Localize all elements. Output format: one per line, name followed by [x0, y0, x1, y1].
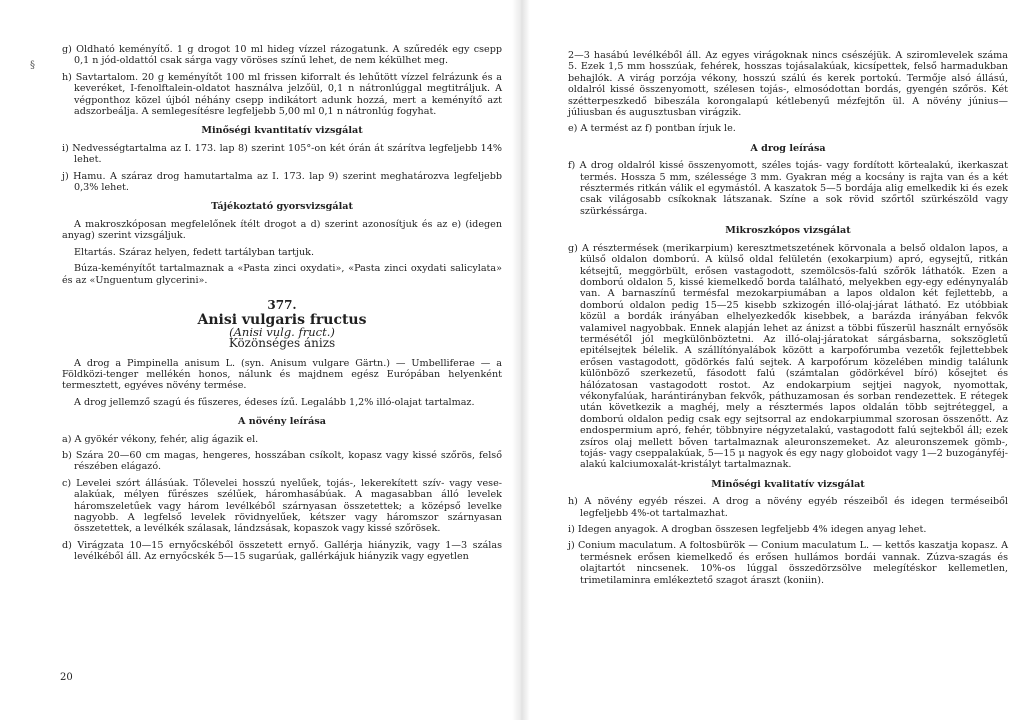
right-intro-paragraph: 2—3 hasábú levélkéből áll. Az egyes virágoknak nincs csészéjük. A sziromlevelek száma 5. Ezek 1,5 mm hosszúak, fehérek, hosszas tojásalakúak, kicsípettek, felső harmadukban behajlók. A virág porzója vékony, hosszú szálú és kerek portokú. Termője alsó állású, oldalról kissé összenyomott, szélesen tojás-, elmosódottan bordás, gyengén szőrös. Két szétterpeszkedő bibeszála korongalapú kétlebenyű mézfejtőn ül. A növény június—júliusban és augusztusban virágzik. [568, 50, 1008, 119]
item-j-right: j) Conium maculatum. A foltosbürök — Conium maculatum L. — kettős kaszatja kopasz. A termésnek erősen kiemelkedő és erősen hullámos bordái vannak. Zúzva-szagás és olajtartót nincsenek. 10%-os lúggal összedörzsölve melegítéskor kellemetlen, trimetilaminra emlékeztető szagot áraszt (koniin). [568, 540, 1008, 586]
heading-noveny: A növény leírása [237, 416, 326, 428]
tajek-paragraph-1: A makroszkóposan megfelelőnek ítélt drogot a d) szerint azonosítjuk és az e) (idegen anyag) szerint vizsgáljuk. [62, 218, 502, 242]
right-column [568, 50, 1008, 591]
article-title: Anisi vulgaris fructus [197, 312, 367, 329]
article-subtitle: (Anisi vulg. fruct.) [229, 324, 335, 339]
item-j: j) Hamu. A száraz drog hamutartalma az I. 173. lap 9) szerint meghatározva legfeljebb 0,3% lehet. [62, 170, 502, 194]
item-e: e) A termést az f) pontban írjuk le. [568, 123, 736, 135]
intro-paragraph-1: A drog a Pimpinella anisum L. (syn. Anisum vulgare Gärtn.) — Umbelliferae — a Földközi-tenger mellékén honos, nálunk és majdnem egész Európában helyenként termesztett, egyéves növény termése. [62, 357, 502, 392]
paragraph-h: h) Savtartalom. 20 g keményítőt 100 ml frissen kiforralt és lehűtött vízzel felrázunk és a keveréket, I-fenolftalein-oldatot használva jelzőül, 0,1 n nátronlúggal megtitráljuk. A végponthoz közel újból néhány csepp indikátort adunk hozzá, mert a keményítő azt adszorbeálja. A semlegesítésre legfeljebb 5,00 ml 0,1 n nátronlúg fogyhat. [62, 71, 502, 118]
paragraph-g: g) Oldható keményítő. 1 g drogot 10 ml hideg vízzel rázogatunk. A szűredék egy csepp 0,1 n jód-oldattól csak sárga vagy vöröses színű lehet, de nem kékülhet meg. [62, 44, 502, 67]
item-i: i) Nedvességtartalma az I. 173. lap 8) szerint 105°-on két órán át szárítva legfeljebb 14% lehet. [62, 142, 502, 166]
intro-paragraph-2: A drog jellemző szagú és fűszeres, édeses ízű. Legalább 1,2% illó-olajat tartalmaz. [74, 396, 475, 408]
heading-mikroszkopos: Mikroszkópos vizsgálat [725, 225, 851, 237]
item-h-right: h) A növény egyéb részei. A drog a növény egyéb részeiből és idegen terméseiből legfeljebb 4%-ot tartalmazhat. [568, 496, 1008, 519]
article-number: 377. [267, 297, 297, 312]
right-page [530, 0, 1024, 720]
heading-minosegi-kvalitativ: Minőségi kvalitatív vizsgálat [711, 478, 865, 490]
heading-drog-leirasa: A drog leírása [750, 142, 826, 154]
page-number: 20 [60, 672, 73, 683]
margin-mark: § [30, 60, 35, 71]
item-a: a) A gyökér vékony, fehér, alig ágazik el. [62, 433, 259, 445]
tajek-paragraph-3: Búza-keményítőt tartalmaznak a «Pasta zinci oxydati», «Pasta zinci oxydati salicylata» és az «Unguentum glycerini». [62, 263, 502, 286]
item-d: d) Virágzata 10—15 ernyőcskéből összetett ernyő. Gallérja hiányzik, vagy 1—3 szálas levélkéből áll. Az ernyőcskék 5—15 sugarúak, gallérkájuk hiányzik vagy egyetlen [62, 539, 502, 563]
item-i-right: i) Idegen anyagok. A drogban összesen legfeljebb 4% idegen anyag lehet. [568, 524, 927, 536]
left-column [62, 44, 502, 568]
heading-tajekoztato: Tájékoztató gyorsvizsgálat [211, 201, 353, 213]
item-g-micro: g) A résztermések (merikarpium) keresztmetszetének körvonala a belső oldalon lapos, a külső oldalon domború. A külső oldal felületén (exokarpium) apró, egysejtű, ritkán kétsejtű, meggörbült, erősen vastagodott, szemölcsös-falú szőrök láthatók. Ezen a domború oldalon 5, kissé kiemelkedő borda található, melyekben egy-egy edénynyaláb van. A barnaszínű termésfal mezokarpiumában a lapos oldalon két fejlettebb, a domború oldalon pedig 15—25 kisebb szkizogén illó-olaj-járat látható. Ez utóbbiak közül a bordák irányában elhelyezkedők kisebbek, a barázda irányában fekvők valamivel nagyobbak. Ennek alapján lehet az ánizst a többi fűszerül használt ernyősök termésétől jól megkülönböztetni. Az illó-olaj-járatokat sárgásbarna, sokszögletű epitélsejtek bélelik. A szállítónyalábok között a karpofórumba vezetők fejlettebbek erősen vastagodott, gödörkés falú sejtek. A karpofórum közelében mindig találunk különböző szerkezetű, fásodott falú (számtalan gödörkével bíró) kősejtet és hálózatosan vastagodott rostot. Az endokarpium sejtjei nagyok, nyomottak, vékonyfalúak, harántirányban fekvők, páthuzamosan és sorban rendezettek. E rétegek után következik a maghéj, mely a résztermés lapos oldalán több sejtréteggel, a domború oldalon pedig csak egy sejtsorral az endokarpiummal szorosan összenőtt. Az endospermium apró, fehér, többnyire négyzetalakú, vastagodott falú sejtekből áll; ezek zsíros olaj mellett bőven tartalmaznak aleuronszemeket. Az aleuronszemek gömb-, tojás- vagy cseppalakúak, 5—15 μ nagyok és egy nagy globoidot vagy 1—2 buzogányféj-alakú kalciumoxalát-kristályt tartalmaznak. [568, 242, 1008, 471]
book-gutter [512, 0, 530, 720]
article-hu-title: Közönséges ánizs [228, 336, 336, 351]
tajek-paragraph-2: Eltartás. Száraz helyen, fedett tartályban tartjuk. [74, 246, 315, 258]
item-c: c) Levelei szórt állásúak. Tőlevelei hosszú nyelűek, tojás-, lekerekített szív- vagy vese-alakúak, mélyen fűrészes szélűek, háromhasábúak. A magasabban álló levelek háromszeletűek vagy három levélkéből szárnyasan összetettek; a középső levelke nagyobb. A legfelső levelek rövidnyelűek, kétszer vagy háromszor szárnyasan összetettek, a levélkék szálasak, lándzsásak, kopaszok vagy kissé szőrösek. [62, 477, 502, 535]
heading-minosegi-kvantitativ: Minőségi kvantitatív vizsgálat [201, 125, 363, 137]
item-b: b) Szára 20—60 cm magas, hengeres, hosszában csíkolt, kopasz vagy kissé szőrös, felső részében elágazó. [62, 449, 502, 473]
item-f: f) A drog oldalról kissé összenyomott, széles tojás- vagy fordított körtealakú, ikerkaszat termés. Hossza 5 mm, szélessége 3 mm. Gyakran még a kocsány is rajta van és a két résztermés ritkán válik el egymástól. A kaszatok 5—5 bordája alig emelkedik ki és ezek csak világosabb csíkoknak látszanak. Színe a sok rövid szőrtől szürkészöld vagy szürkéssárga. [568, 160, 1008, 217]
